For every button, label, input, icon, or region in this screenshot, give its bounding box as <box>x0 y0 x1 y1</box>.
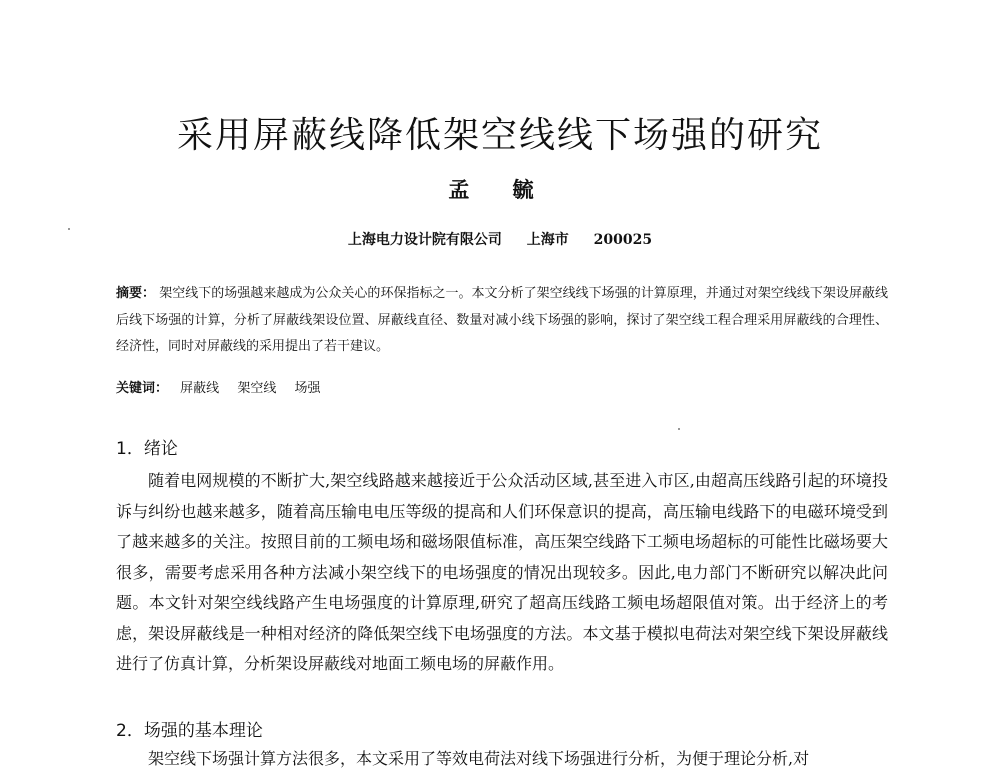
affiliation-city: 上海市 <box>526 232 569 248</box>
affiliation-postcode: 200025 <box>593 232 653 248</box>
scan-speck <box>678 428 680 430</box>
section-paragraph-theory: 架空线下场强计算方法很多，本文采用了等效电荷法对线下场强进行分析，为便于理论分析,对 <box>148 749 810 768</box>
section-paragraph-introduction: 随着电网规模的不断扩大,架空线路越来越接近于公众活动区域,甚至进入市区,由超高压线路引起的环境投诉与纠纷也越来越多，随着高压输电电压等级的提高和人们环保意识的提高，高压输电线路下的电磁环境受到了越来越多的关注。按照目前的工频电场和磁场限值标准，高压架空线路下工频电场超标的可能性比磁场要大很多，需要考虑采用各种方法减小架空线下的电场强度的情况出现较多。因此,电力部门不断研究以解决此问题。本文针对架空线线路产生电场强度的计算原理,研究了超高压线路工频电场超限值对策。出于经济上的考虑，架设屏蔽线是一种相对经济的降低架空线下电场强度的方法。本文基于模拟电荷法对架空线下架设屏蔽线进行了仿真计算，分析架设屏蔽线对地面工频电场的屏蔽作用。 <box>116 471 888 673</box>
section-heading-introduction: 1．绪论 <box>116 439 178 459</box>
affiliation-organization: 上海电力设计院有限公司 <box>347 232 502 248</box>
author-name: 孟 毓 <box>448 177 552 202</box>
affiliation <box>0 229 1000 251</box>
keywords-label: 关键词： <box>116 381 169 396</box>
abstract <box>116 281 888 361</box>
keyword: 场强 <box>294 381 321 396</box>
keyword: 架空线 <box>237 381 277 396</box>
keywords <box>116 377 888 401</box>
abstract-text: 架空线下的场强越来越成为公众关心的环保指标之一。本文分析了架空线线下场强的计算原理，并通过对架空线线下架设屏蔽线后线下场强的计算，分析了屏蔽线架设位置、屏蔽线直径、数量对减小线下场强的影响，探讨了架空线工程合理采用屏蔽线的合理性、经济性，同时对屏蔽线的采用提出了若干建议。 <box>116 286 888 354</box>
scan-speck <box>68 228 70 230</box>
section-heading-theory: 2．场强的基本理论 <box>116 721 263 741</box>
paper-title: 采用屏蔽线降低架空线线下场强的研究 <box>176 115 823 156</box>
abstract-label: 摘要： <box>116 286 156 301</box>
keyword: 屏蔽线 <box>180 381 220 396</box>
